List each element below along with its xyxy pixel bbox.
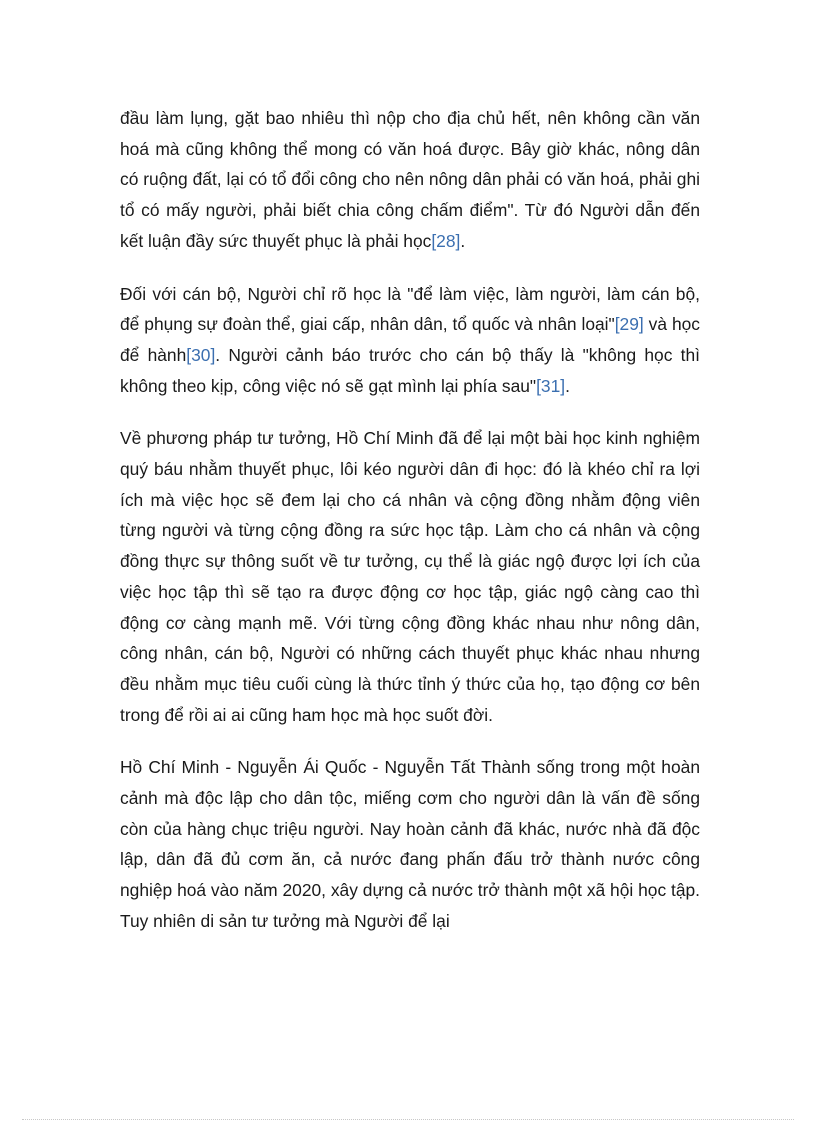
footnote-ref-31[interactable]: [31] bbox=[536, 375, 566, 396]
paragraph-text: Về phương pháp tư tưởng, Hồ Chí Minh đã để lại một bài học kinh nghiệm quý báu nhằm thuyết phục, lôi kéo người dân đi học: đó là khéo chỉ ra lợi ích mà việc học sẽ đem lại cho cá nhân và cộng đồng nhằm động viên từng người và từng cộng đồng ra sức học tập. Làm cho cá nhân và cộng đồng thực sự thông suốt về tư tưởng, cụ thể là giác ngộ được lợi ích của việc học tập thì sẽ tạo ra được động cơ học tập, giác ngộ càng cao thì động cơ càng mạnh mẽ. Với từng cộng đồng khác nhau như nông dân, công nhân, cán bộ, Người có những cách thuyết phục khác nhau nhưng đều nhằm mục tiêu cuối cùng là thức tỉnh ý thức của họ, tạo động cơ bên trong để rồi ai ai cũng ham học mà học suốt đời. bbox=[120, 428, 700, 725]
paragraph-1 bbox=[120, 103, 700, 257]
document-body bbox=[120, 103, 700, 937]
paragraph-4 bbox=[120, 752, 700, 936]
paragraph-3 bbox=[120, 423, 700, 730]
footnote-ref-29[interactable]: [29] bbox=[614, 314, 644, 335]
footnote-ref-28[interactable]: [28] bbox=[431, 230, 461, 251]
paragraph-text: và học để hành bbox=[120, 314, 700, 365]
paragraph-text: . Người cảnh báo trước cho cán bộ thấy là "không học thì không theo kịp, công việc nó sẽ gạt mình lại phía sau" bbox=[120, 344, 700, 396]
paragraph-text: . bbox=[565, 375, 570, 396]
paragraph-text: đầu làm lụng, gặt bao nhiêu thì nộp cho địa chủ hết, nên không cần văn hoá mà cũng không thể mong có văn hoá được. Bây giờ khác, nông dân có ruộng đất, lại có tổ đổi công cho nên nông dân phải có văn hoá, phải ghi tổ có mấy người, phải biết chia công chấm điểm". Từ đó Người dẫn đến kết luận đầy sức thuyết phục là phải học bbox=[120, 108, 700, 251]
paragraph-2 bbox=[120, 279, 700, 402]
page-bottom-divider bbox=[22, 1119, 794, 1120]
paragraph-text: Hồ Chí Minh - Nguyễn Ái Quốc - Nguyễn Tất Thành sống trong một hoàn cảnh mà độc lập cho dân tộc, miếng cơm cho người dân là vấn đề sống còn của hàng chục triệu người. Nay hoàn cảnh đã khác, nước nhà đã độc lập, dân đã đủ cơm ăn, cả nước đang phấn đấu trở thành nước công nghiệp hoá vào năm 2020, xây dựng cả nước trở thành một xã hội học tập. Tuy nhiên di sản tư tưởng mà Người để lại bbox=[120, 757, 700, 931]
paragraph-text: Đối với cán bộ, Người chỉ rõ học là "để làm việc, làm người, làm cán bộ, để phụng sự đoàn thể, giai cấp, nhân dân, tổ quốc và nhân loại" bbox=[120, 283, 700, 335]
footnote-ref-30[interactable]: [30] bbox=[186, 344, 216, 365]
paragraph-text: . bbox=[460, 230, 466, 251]
